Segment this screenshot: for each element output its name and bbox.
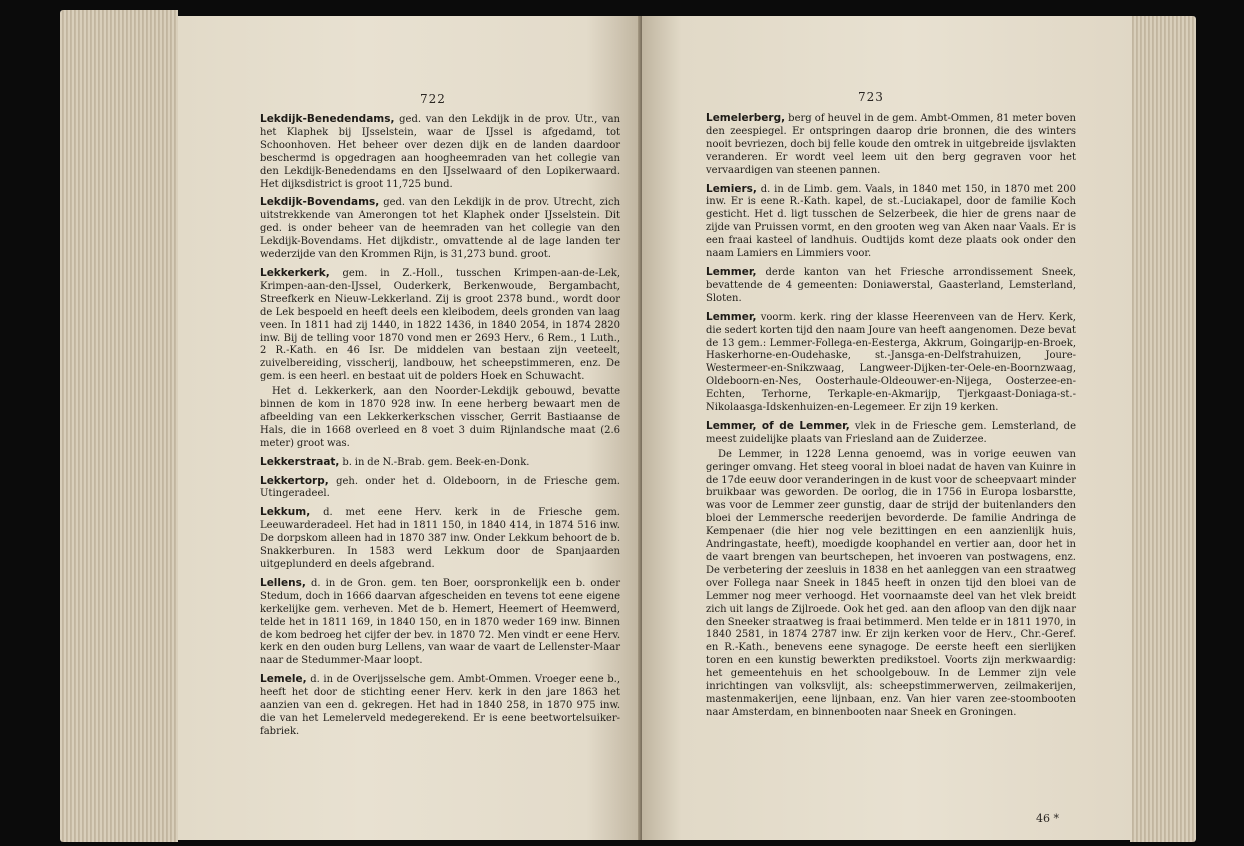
entry-headword: Lemiers, — [706, 182, 757, 195]
right-text-column — [706, 112, 1076, 725]
entry-headword: Lekkerkerk, — [260, 266, 330, 279]
right-page-edges — [1130, 16, 1196, 842]
dictionary-entry — [706, 112, 1076, 178]
entry-text: Het d. Lekkerkerk, aan den Noorder-Lekdijk gebouwd, bevatte binnen de kom in 1870 928 inw. In eene herberg bewaart men de afbeelding van een Lekkerkerkschen visscher, Gerrit Bastiaanse de Hals, die in 1668 overleed en 8 voet 3 duim Rijnlandsche maat (2.6 meter) groot was. — [260, 386, 620, 449]
entry-headword: Lekkerstraat, — [260, 455, 340, 468]
entry-text: d. in de Overijsselsche gem. Ambt-Ommen. Vroeger eene b., heeft het door de stichting eener Herv. kerk in den jare 1863 het aanzien van een d. gekregen. Het had in 1840 258, in 1870 975 inw. die van het Lemelerveld medegerekend. Er is eene beetwortelsuiker-fabriek. — [260, 674, 620, 737]
dictionary-entry — [706, 420, 1076, 447]
entry-text: gem. in Z.-Holl., tusschen Krimpen-aan-de-Lek, Krimpen-aan-den-IJssel, Ouderkerk, Berkenwoude, Bergambacht, Streefkerk en Nieuw-Lekkerland. Zij is groot 2378 bund., wordt door de Lek bespoeld en heeft deels een kleibodem, deels gronden van laag veen. In 1811 had zij 1440, in 1822 1436, in 1840 2054, in 1874 2820 inw. Bij de telling voor 1870 vond men er 2693 Herv., 6 Rem., 1 Luth., 2 R.-Kath. en 46 Isr. De middelen van bestaan zijn veeteelt, zuivelbereiding, visscherij, landbouw, het scheepstimmeren, enz. De gem. is een heerl. en bestaat uit de polders Hoek en Schuwacht. — [260, 267, 620, 383]
entry-text: berg of heuvel in de gem. Ambt-Ommen, 81 meter boven den zeespiegel. Er ontspringen daarop drie bronnen, die des winters nooit bevriezen, doch bij felle koude den omtrek in uitgebreide ijsvlakten veranderen. Er wordt veel leem uit den berg gegraven voor het vervaardigen van steenen pannen. — [706, 113, 1076, 176]
entry-text: d. in de Limb. gem. Vaals, in 1840 met 150, in 1870 met 200 inw. Er is eene R.-Kath. kapel, de st.-Luciakapel, door de familie Koch gesticht. Het d. ligt tusschen de Selzerbeek, die hier de grens naar de zijde van Pruissen vormt, en den grooten weg van Aken naar Vaals. Er is een fraai kasteel of landhuis. Oudtijds komt deze plaats ook onder den naam Lamiers en Limmiers voor. — [706, 183, 1076, 260]
entry-headword: Lekkum, — [260, 506, 311, 519]
entry-headword: Lemmer, — [706, 265, 757, 278]
entry-text: geh. onder het d. Oldeboorn, in de Friesche gem. Utingeradeel. — [260, 475, 620, 500]
entry-text: d. met eene Herv. kerk in de Friesche gem. Leeuwarderadeel. Het had in 1811 150, in 1840 414, in 1874 516 inw. De dorpskom alleen had in 1870 387 inw. Onder Lekkum behoort de b. Snakkerburen. In 1583 werd Lekkum door de Spanjaarden uitgeplunderd en deels afgebrand. — [260, 507, 620, 570]
left-page-edges — [60, 10, 178, 842]
entry-headword: Lemmer, of de Lemmer, — [706, 419, 850, 432]
entry-text: voorm. kerk. ring der klasse Heerenveen van de Herv. Kerk, die sedert korten tijd den naam Joure van heeft aangenomen. Deze bevat de 13 gem.: Lemmer-Follega-en-Eesterga, Akkrum, Goingarijp-en-Broek, Haskerhorne-en-Oudehaske, st.-Jansga-en-Delfstrahuizen, Joure-Westermeer-en-Snikzwaag, Langweer-Dijken-ter-Oele-en-Boornzwaag, Oldeboorn-en-Nes, Oosterhaule-Oldeouwer-en-Nijega, Oosterzee-en-Echten, Terhorne, Terkaple-en-Akmarijp, Tjerkgaast-Doniaga-st.-Nikolaasga-Idskenhuizen-en-Legemeer. Er zijn 19 kerken. — [706, 311, 1076, 414]
dictionary-entry — [260, 113, 620, 191]
entry-text: d. in de Gron. gem. ten Boer, oorspronkelijk een b. onder Stedum, doch in 1666 daarvan afgescheiden en tevens tot eene eigene kerkelijke gem. verheven. Met de b. Hemert, Heemert of Heemwerd, telde het in 1811 169, in 1840 150, en in 1870 weder 169 inw. Binnen de kom bedroeg het cijfer der bev. in 1870 72. Men vindt er eene Herv. kerk en den ouden burg Lellens, van waar de vaart de Lellenster-Maar naar de Stedummer-Maar loopt. — [260, 577, 620, 667]
entry-text: b. in de N.-Brab. gem. Beek-en-Donk. — [342, 456, 530, 468]
dictionary-entry — [260, 456, 620, 470]
entry-headword: Lekkertorp, — [260, 474, 329, 487]
dictionary-entry — [260, 267, 620, 384]
dictionary-entry — [260, 577, 620, 668]
page-number: 722 — [420, 92, 446, 106]
entry-headword: Lekdijk-Bovendams, — [260, 196, 380, 209]
entry-text: ged. van den Lekdijk in de prov. Utr., van het Klaphek bij IJsselstein, waar de IJssel is afgedamd, tot Schoonhoven. Het beheer over dezen dijk en de landen daardoor beschermd is opgedragen aan hoogheemraden van het collegie van den Lekdijk-Benedendams en den IJsselwaard of den Lopikerwaard. Het dijksdistrict is groot 11,725 bund. — [260, 114, 620, 190]
entry-text: ged. van den Lekdijk in de prov. Utrecht, zich uitstrekkende van Amerongen tot het Klaphek onder IJsselstein. Dit ged. is onder beheer van de heemraden van het collegie van den Lekdijk-Bovendams. Het dijkdistr., omvattende al de lage landen ter wederzijde van den Krommen Rijn, is 31,273 bund. groot. — [260, 197, 620, 261]
entry-headword: Lemmer, — [706, 310, 757, 323]
entry-text: vlek in de Friesche gem. Lemsterland, de meest zuidelijke plaats van Friesland aan de Zuiderzee. — [706, 420, 1076, 445]
dictionary-entry — [260, 506, 620, 572]
dictionary-entry — [260, 386, 620, 451]
left-page — [178, 16, 642, 840]
left-text-column — [260, 113, 620, 744]
signature-mark: 46 * — [1036, 812, 1059, 825]
entry-headword: Lemele, — [260, 673, 307, 686]
right-page — [642, 16, 1132, 840]
dictionary-entry — [260, 475, 620, 502]
page-number: 723 — [858, 90, 884, 104]
entry-text: De Lemmer, in 1228 Lenna genoemd, was in vorige eeuwen van geringer omvang. Het steeg vooral in bloei nadat de haven van Kuinre in de 17de eeuw door veranderingen in de kust voor de scheepvaart minder bruikbaar was geworden. De oorlog, die in 1756 in Europa losbarstte, was voor de Lemmer zeer gunstig, daar de strijd der buitenlanders den bloei der Lemmersche reederijen bevorderde. De familie Andringa de Kempenaer (die hier nog vele bezittingen en een aanzienlijk huis, Andringastate, heeft), moedigde koophandel en vertier aan, door het in de vaart brengen van beurtschepen, het invoeren van postwagens, enz. De verbetering der zeesluis in 1838 en het aanleggen van een straatweg over Follega naar Sneek in 1845 heeft in onzen tijd den bloei van de Lemmer nog meer verhoogd. Het voornaamste deel van het vlek breidt zich uit langs de Zijlroede. Ook het ged. aan den afloop van den dijk naar den Sneeker straatweg is fraai betimmerd. Men telde er in 1811 1970, in 1840 2581, in 1874 2787 inw. Er zijn kerken voor de Herv., Chr.-Geref. en R.-Kath., benevens eene synagoge. De eerste heeft een sierlijken toren en een kunstig bewerkten predikstoel. Voorts zijn merkwaardig: het gemeentehuis en het schoolgebouw. In de Lemmer zijn vele inrichtingen van volksvlijt, als: scheepstimmerwerven, zeilmakerijen, mastenmakerijen, eene lijnbaan, enz. Van hier varen zee-stoombooten naar Amsterdam, en binnenbooten naar Sneek en Groningen. — [706, 448, 1076, 718]
entry-headword: Lekdijk-Benedendams, — [260, 113, 395, 125]
entry-headword: Lellens, — [260, 576, 306, 589]
entry-text: derde kanton van het Friesche arrondissement Sneek, bevattende de 4 gemeenten: Doniawerstal, Gaasterland, Lemsterland, Sloten. — [706, 266, 1076, 304]
dictionary-entry — [260, 673, 620, 739]
dictionary-entry — [706, 183, 1076, 261]
dictionary-entry — [260, 196, 620, 262]
dictionary-entry — [706, 449, 1076, 720]
dictionary-entry — [706, 266, 1076, 306]
entry-headword: Lemelerberg, — [706, 112, 786, 124]
dictionary-entry — [706, 311, 1076, 415]
